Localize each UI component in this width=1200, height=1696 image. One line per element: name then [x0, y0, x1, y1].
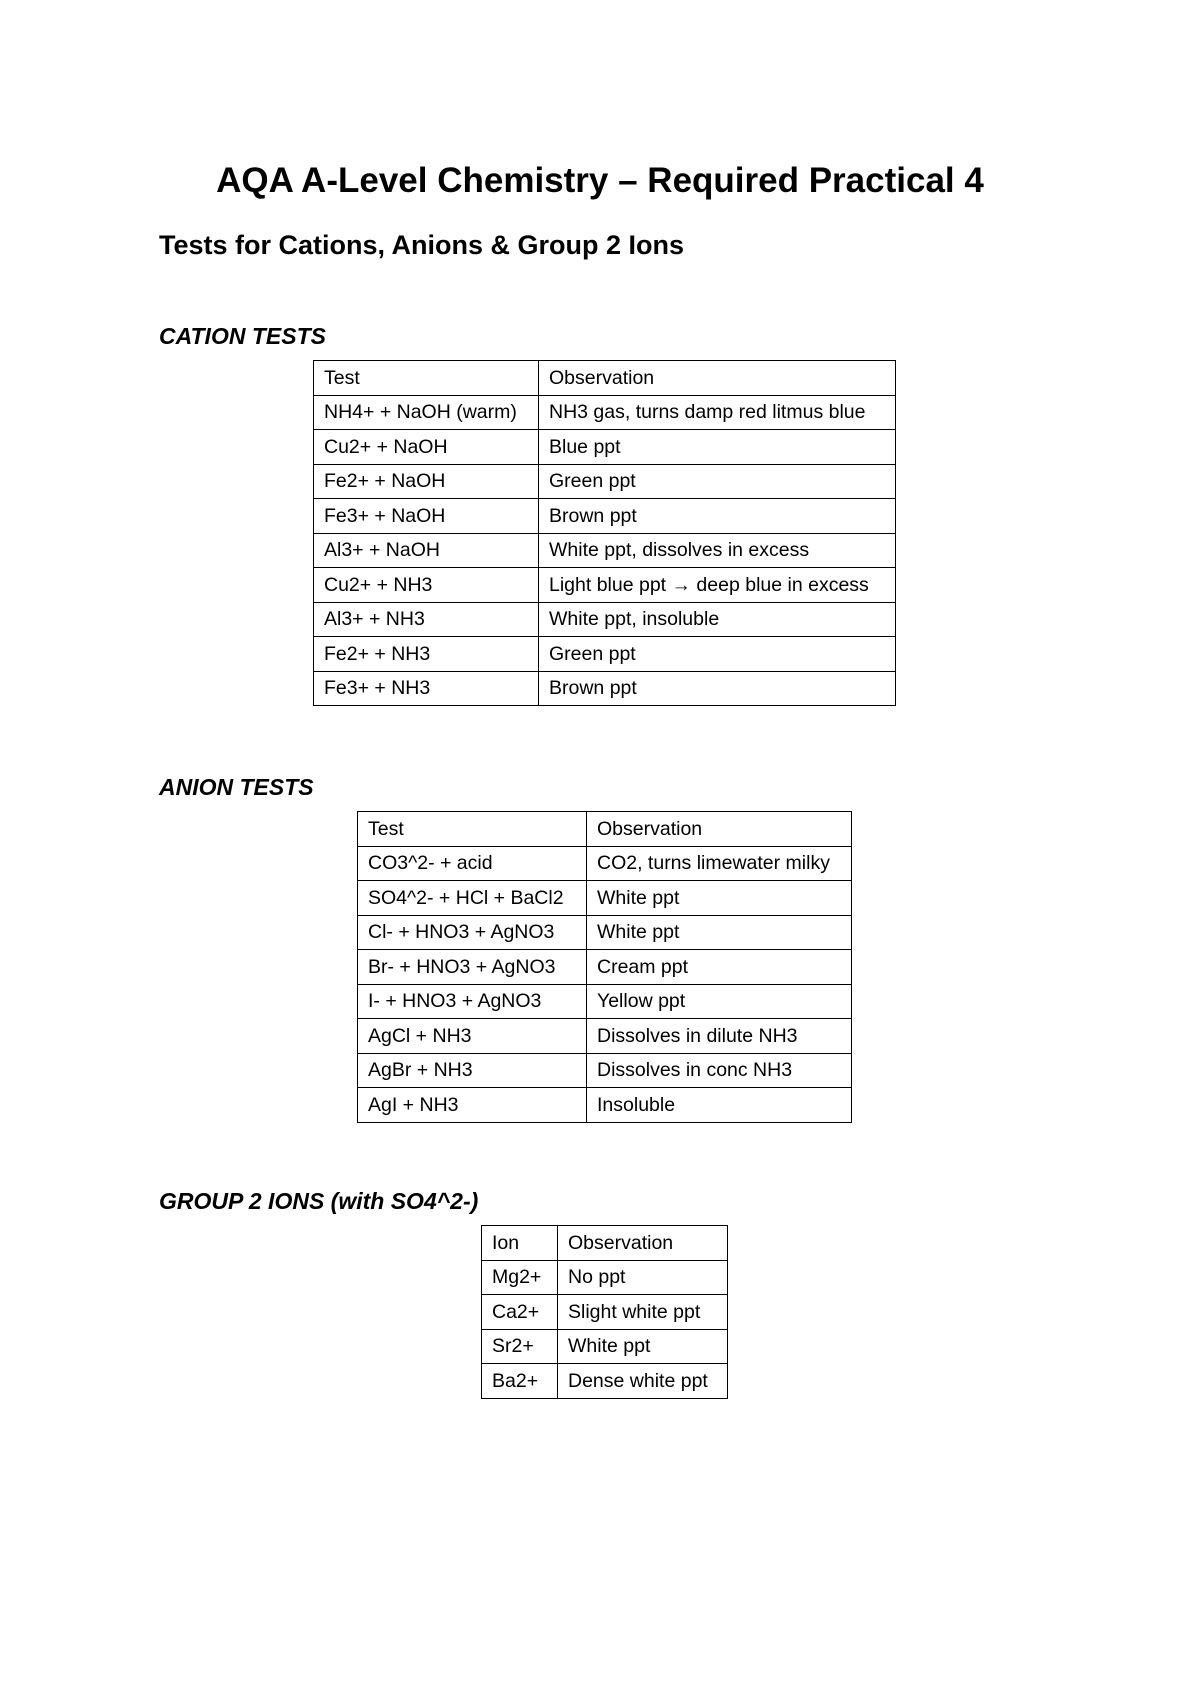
test-cell: I- + HNO3 + AgNO3 — [358, 984, 587, 1019]
test-cell: Fe3+ + NH3 — [314, 671, 539, 706]
table-row — [314, 533, 896, 568]
anion-tests-table — [357, 811, 852, 1123]
test-cell: Fe2+ + NaOH — [314, 464, 539, 499]
observation-cell: Slight white ppt — [558, 1295, 728, 1330]
observation-cell: White ppt — [587, 881, 852, 916]
observation-cell: Insoluble — [587, 1088, 852, 1123]
observation-cell: Cream ppt — [587, 950, 852, 985]
table-row — [358, 950, 852, 985]
observation-cell: NH3 gas, turns damp red litmus blue — [539, 395, 896, 430]
table-row — [482, 1364, 728, 1399]
observation-cell: Light blue ppt → deep blue in excess — [539, 568, 896, 603]
table-row — [358, 1088, 852, 1123]
test-cell: AgCl + NH3 — [358, 1019, 587, 1054]
page-title: AQA A-Level Chemistry – Required Practical 4 — [216, 161, 984, 200]
test-cell: NH4+ + NaOH (warm) — [314, 395, 539, 430]
table-row — [358, 1053, 852, 1088]
test-cell: AgBr + NH3 — [358, 1053, 587, 1088]
table-header-cell: Observation — [539, 361, 896, 396]
page-subtitle: Tests for Cations, Anions & Group 2 Ions — [159, 230, 685, 260]
table-row — [314, 499, 896, 534]
observation-cell: Dissolves in dilute NH3 — [587, 1019, 852, 1054]
group2-ions-table — [481, 1225, 728, 1399]
test-cell: CO3^2- + acid — [358, 846, 587, 881]
table-row — [482, 1260, 728, 1295]
table-row — [358, 915, 852, 950]
table-row — [358, 1019, 852, 1054]
test-cell: Cu2+ + NH3 — [314, 568, 539, 603]
cation-tests-heading: CATION TESTS — [159, 323, 326, 349]
observation-cell: Blue ppt — [539, 430, 896, 465]
ion-cell: Mg2+ — [482, 1260, 558, 1295]
table-header-cell: Test — [358, 812, 587, 847]
observation-cell: Green ppt — [539, 464, 896, 499]
test-cell: SO4^2- + HCl + BaCl2 — [358, 881, 587, 916]
anion-tests-heading: ANION TESTS — [159, 774, 314, 800]
table-row — [314, 464, 896, 499]
ion-cell: Ca2+ — [482, 1295, 558, 1330]
observation-cell: CO2, turns limewater milky — [587, 846, 852, 881]
test-cell: AgI + NH3 — [358, 1088, 587, 1123]
observation-cell: White ppt, dissolves in excess — [539, 533, 896, 568]
table-header-cell: Ion — [482, 1226, 558, 1261]
table-header-cell: Observation — [558, 1226, 728, 1261]
table-header-row — [314, 361, 896, 396]
table-row — [358, 846, 852, 881]
observation-cell: Brown ppt — [539, 671, 896, 706]
table-row — [314, 637, 896, 672]
observation-cell: No ppt — [558, 1260, 728, 1295]
table-row — [314, 671, 896, 706]
table-row — [314, 430, 896, 465]
observation-cell: Brown ppt — [539, 499, 896, 534]
test-cell: Al3+ + NaOH — [314, 533, 539, 568]
observation-cell: Yellow ppt — [587, 984, 852, 1019]
table-header-cell: Test — [314, 361, 539, 396]
test-cell: Cu2+ + NaOH — [314, 430, 539, 465]
table-row — [482, 1295, 728, 1330]
table-row — [314, 395, 896, 430]
test-cell: Fe3+ + NaOH — [314, 499, 539, 534]
test-cell: Al3+ + NH3 — [314, 602, 539, 637]
ion-cell: Sr2+ — [482, 1329, 558, 1364]
table-row — [314, 602, 896, 637]
table-row — [358, 984, 852, 1019]
observation-cell: White ppt — [587, 915, 852, 950]
observation-cell: Dense white ppt — [558, 1364, 728, 1399]
test-cell: Fe2+ + NH3 — [314, 637, 539, 672]
test-cell: Br- + HNO3 + AgNO3 — [358, 950, 587, 985]
table-row — [358, 881, 852, 916]
cation-tests-table — [313, 360, 896, 706]
test-cell: Cl- + HNO3 + AgNO3 — [358, 915, 587, 950]
table-row — [314, 568, 896, 603]
table-row — [482, 1329, 728, 1364]
observation-cell: Green ppt — [539, 637, 896, 672]
ion-cell: Ba2+ — [482, 1364, 558, 1399]
table-header-cell: Observation — [587, 812, 852, 847]
group2-ions-heading: GROUP 2 IONS (with SO4^2-) — [159, 1188, 479, 1214]
table-header-row — [482, 1226, 728, 1261]
observation-cell: White ppt, insoluble — [539, 602, 896, 637]
observation-cell: White ppt — [558, 1329, 728, 1364]
observation-cell: Dissolves in conc NH3 — [587, 1053, 852, 1088]
table-header-row — [358, 812, 852, 847]
